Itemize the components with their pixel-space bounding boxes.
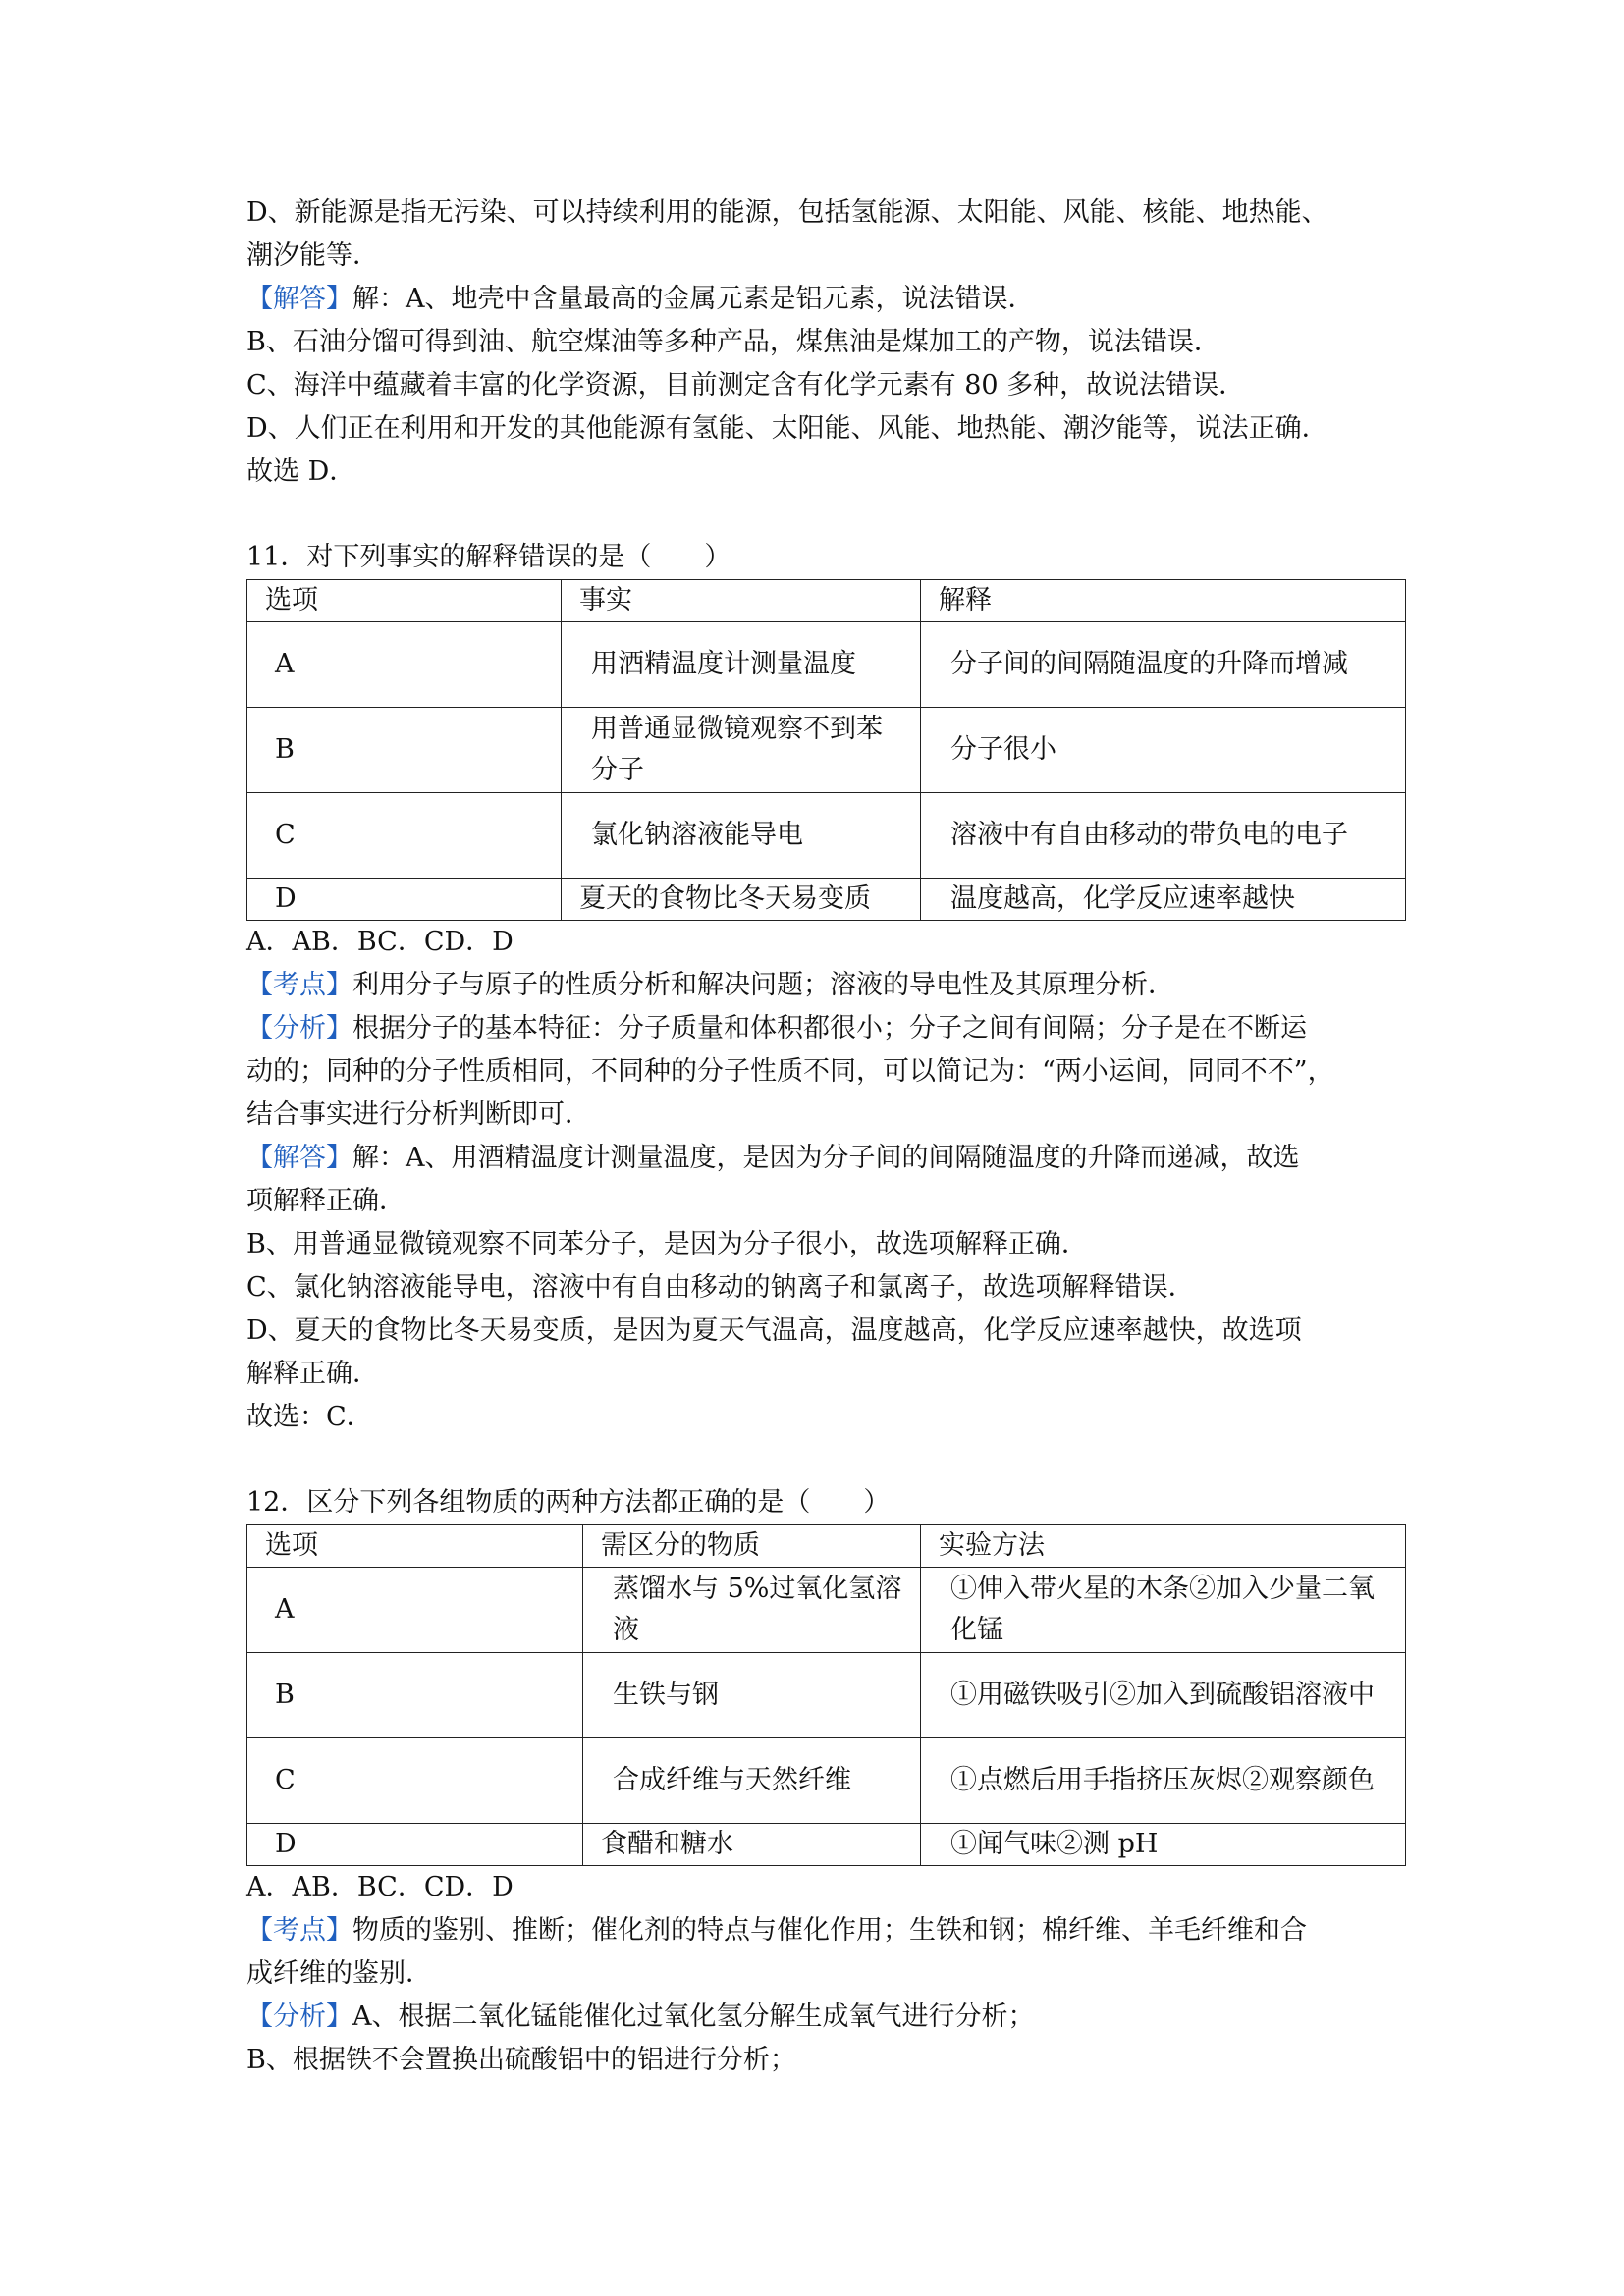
fenxi-tag: 【分析】 <box>246 2002 352 2032</box>
option-cell: D <box>247 1824 583 1866</box>
option-cell: C <box>247 793 562 879</box>
header-cell: 解释 <box>921 580 1406 622</box>
explanation-cell: 温度越高，化学反应速率越快 <box>921 879 1406 921</box>
fenxi-paragraph: 【分析】根据分子的基本特征：分子质量和体积都很小；分子之间有间隔；分子是在不断运 <box>246 1013 1307 1043</box>
kaodian-paragraph: 【考点】物质的鉴别、推断；催化剂的特点与催化作用；生铁和钢；棉纤维、羊毛纤维和合 <box>246 1915 1307 1946</box>
option-cell: B <box>247 708 562 793</box>
option-cell: B <box>247 1653 583 1738</box>
text-line: B、石油分馏可得到油、航空煤油等多种产品，煤焦油是煤加工的产物，说法错误． <box>246 327 1220 357</box>
text-line: 成纤维的鉴别． <box>246 1958 432 1989</box>
explanation-cell: 溶液中有自由移动的带负电的电子 <box>921 793 1406 879</box>
question-12-table <box>246 1524 1406 1866</box>
fenxi-tag: 【分析】 <box>246 1013 352 1043</box>
option-cell: C <box>247 1738 583 1824</box>
question-11-stem: 11．对下列事实的解释错误的是（ ） <box>246 542 731 572</box>
table-row <box>247 1568 1406 1653</box>
text-line: 潮汐能等． <box>246 240 379 271</box>
text-line: 结合事实进行分析判断即可． <box>246 1099 591 1130</box>
table-header-row <box>247 580 1406 622</box>
text-line: 解释正确． <box>246 1359 379 1389</box>
table-row <box>247 879 1406 921</box>
option-cell: A <box>247 1568 583 1653</box>
kaodian-paragraph: 【考点】利用分子与原子的性质分析和解决问题；溶液的导电性及其原理分析． <box>246 970 1174 1000</box>
text-line: 故选：C． <box>246 1402 373 1432</box>
answer-choices: A．AB．BC．CD．D <box>246 927 514 957</box>
text-line: C、氯化钠溶液能导电，溶液中有自由移动的钠离子和氯离子，故选项解释错误． <box>246 1272 1195 1303</box>
text-line: D、人们正在利用和开发的其他能源有氢能、太阳能、风能、地热能、潮汐能等，说法正确． <box>246 413 1328 444</box>
fact-cell: 用普通显微镜观察不到苯分子 <box>562 708 921 793</box>
document-page <box>246 191 1405 2082</box>
text-line: D、新能源是指无污染、可以持续利用的能源，包括氢能源、太阳能、风能、核能、地热能、 <box>246 197 1328 228</box>
fenxi-paragraph: 【分析】A、根据二氧化锰能催化过氧化氢分解生成氧气进行分析； <box>246 2002 1035 2032</box>
option-cell: A <box>247 622 562 708</box>
method-cell: ①闻气味②测 pH <box>921 1824 1406 1866</box>
substance-cell: 生铁与钢 <box>583 1653 921 1738</box>
header-cell: 选项 <box>247 1525 583 1568</box>
table-row <box>247 1738 1406 1824</box>
fact-cell: 夏天的食物比冬天易变质 <box>562 879 921 921</box>
table-row <box>247 622 1406 708</box>
option-cell: D <box>247 879 562 921</box>
table-row <box>247 1824 1406 1866</box>
method-cell: ①用磁铁吸引②加入到硫酸铝溶液中 <box>921 1653 1406 1738</box>
text-line: D、夏天的食物比冬天易变质，是因为夏天气温高，温度越高，化学反应速率越快，故选项 <box>246 1315 1302 1346</box>
jieda-tag: 【解答】 <box>246 1143 352 1173</box>
fact-cell: 用酒精温度计测量温度 <box>562 622 921 708</box>
table-row <box>247 708 1406 793</box>
table-header-row <box>247 1525 1406 1568</box>
text-line: 动的；同种的分子性质相同，不同种的分子性质不同，可以简记为：“两小运间，同同不不”， <box>246 1056 1334 1087</box>
question-11-table <box>246 579 1406 921</box>
text-line: B、用普通显微镜观察不同苯分子，是因为分子很小，故选项解释正确． <box>246 1229 1088 1259</box>
method-cell: ①点燃后用手指挤压灰烬②观察颜色 <box>921 1738 1406 1824</box>
answer-tag: 【解答】 <box>246 284 352 314</box>
explanation-cell: 分子很小 <box>921 708 1406 793</box>
jieda-paragraph: 【解答】解：A、用酒精温度计测量温度，是因为分子间的间隔随温度的升降而递减，故选 <box>246 1143 1300 1173</box>
answer-text: 解：A、地壳中含量最高的金属元素是铝元素，说法错误． <box>352 284 1035 314</box>
text-line: 故选 D． <box>246 456 356 487</box>
header-cell: 选项 <box>247 580 562 622</box>
substance-cell: 蒸馏水与 5%过氧化氢溶液 <box>583 1568 921 1653</box>
kaodian-tag: 【考点】 <box>246 1915 352 1946</box>
fact-cell: 氯化钠溶液能导电 <box>562 793 921 879</box>
substance-cell: 食醋和糖水 <box>583 1824 921 1866</box>
table-row <box>247 1653 1406 1738</box>
table-row <box>247 793 1406 879</box>
kaodian-tag: 【考点】 <box>246 970 352 1000</box>
answer-paragraph <box>246 278 1405 321</box>
text-line: B、根据铁不会置换出硫酸铝中的铝进行分析； <box>246 2045 796 2075</box>
header-cell: 需区分的物质 <box>583 1525 921 1568</box>
answer-choices: A．AB．BC．CD．D <box>246 1872 514 1902</box>
question-12-stem: 12．区分下列各组物质的两种方法都正确的是（ ） <box>246 1487 891 1518</box>
text-line: 项解释正确． <box>246 1186 406 1216</box>
explanation-cell: 分子间的间隔随温度的升降而增减 <box>921 622 1406 708</box>
text-line: C、海洋中蕴藏着丰富的化学资源，目前测定含有化学元素有 80 多种，故说法错误． <box>246 370 1246 400</box>
substance-cell: 合成纤维与天然纤维 <box>583 1738 921 1824</box>
method-cell: ①伸入带火星的木条②加入少量二氧化锰 <box>921 1568 1406 1653</box>
header-cell: 事实 <box>562 580 921 622</box>
header-cell: 实验方法 <box>921 1525 1406 1568</box>
